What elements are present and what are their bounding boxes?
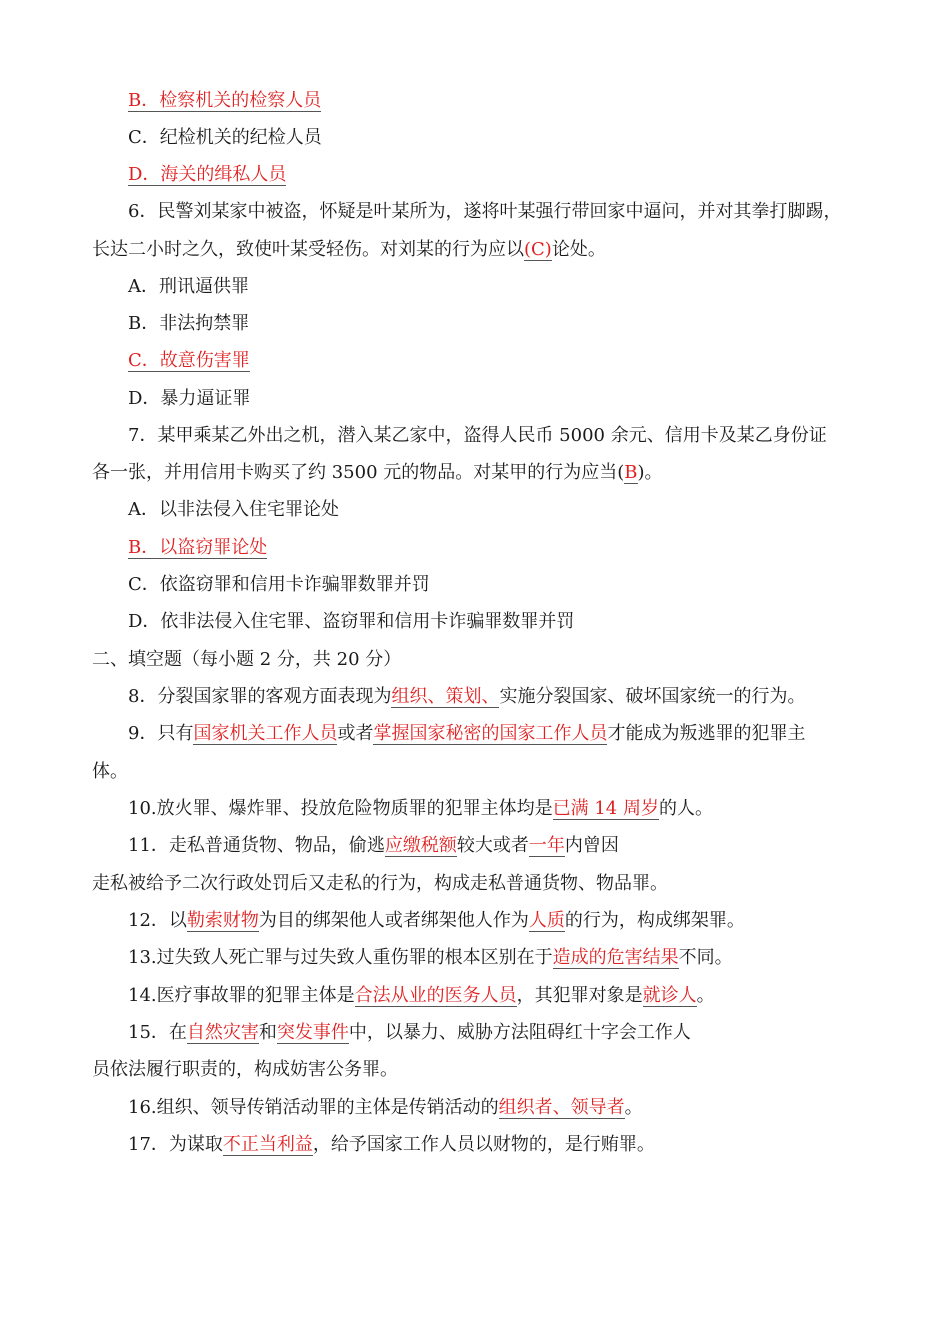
question-11-continued: 走私被给予二次行政处罚后又走私的行为，构成走私普通货物、物品罪。 (92, 873, 668, 894)
text-segment: 长达二小时之久，致使叶某受轻伤。对刘某的行为应以 (92, 239, 524, 260)
answer-blank: 自然灾害 (186, 1022, 259, 1043)
option-c: C．纪检机关的纪检人员 (128, 127, 322, 148)
answer-blank: 不正当利益 (222, 1134, 313, 1155)
text-segment: ，给予国家工作人员以财物的，是行贿罪。 (312, 1134, 655, 1155)
text-segment: 11．走私普通货物、物品，偷逃 (128, 835, 385, 856)
question-16 (128, 1095, 643, 1121)
option-b: B．非法拘禁罪 (128, 313, 250, 334)
question-6-text: 6．民警刘某家中被盗，怀疑是叶某所为，遂将叶某强行带回家中逼问，并对其拳打脚踢， (128, 201, 842, 222)
answer-blank: 造成的危害结果 (552, 947, 679, 968)
answer-blank: 就诊人 (642, 985, 697, 1006)
option-d: D．暴力逼证罪 (128, 388, 251, 409)
question-15 (128, 1020, 691, 1046)
option-c-correct: C．故意伤害罪 (128, 350, 250, 371)
text-segment: 不同。 (678, 947, 733, 968)
option-b-correct: B．检察机关的检察人员 (128, 90, 322, 111)
text-segment: 才能成为叛逃罪的犯罪主 (607, 723, 806, 744)
answer-blank: 应缴税额 (384, 835, 457, 856)
option-b-correct: B．以盗窃罪论处 (128, 537, 268, 558)
answer-blank: 一年 (528, 835, 565, 856)
answer-q6: (C) (524, 239, 552, 260)
question-9 (128, 721, 805, 747)
text-segment: 内曾因 (564, 835, 619, 856)
text-segment: 实施分裂国家、破坏国家统一的行为。 (499, 686, 806, 707)
answer-blank: 组织者、领导者 (498, 1097, 625, 1118)
question-13 (128, 945, 733, 971)
question-11 (128, 833, 619, 859)
answer-blank: 合法从业的医务人员 (354, 985, 517, 1006)
text-segment: 论处。 (551, 239, 606, 260)
question-12 (128, 908, 745, 934)
text-segment: 或者 (337, 723, 374, 744)
question-15-continued: 员依法履行职责的，构成妨害公务罪。 (92, 1059, 398, 1080)
option-d: D．依非法侵入住宅罪、盗窃罪和信用卡诈骗罪数罪并罚 (128, 611, 575, 632)
text-segment: 15．在 (128, 1022, 187, 1043)
answer-blank: 组织、策划、 (391, 686, 500, 707)
answer-blank: 勒索财物 (186, 910, 259, 931)
answer-blank: 已满 14 周岁 (552, 798, 659, 819)
text-segment: 17．为谋取 (128, 1134, 223, 1155)
text-segment: ，其犯罪对象是 (516, 985, 643, 1006)
answer-blank: 掌握国家秘密的国家工作人员 (373, 723, 608, 744)
text-segment: 8．分裂国家罪的客观方面表现为 (128, 686, 392, 707)
option-c: C．依盗窃罪和信用卡诈骗罪数罪并罚 (128, 574, 430, 595)
section-heading-fill-in: 二、填空题（每小题 2 分，共 20 分） (92, 649, 402, 670)
question-7-text: 7．某甲乘某乙外出之机，潜入某乙家中，盗得人民币 5000 余元、信用卡及某乙身份证 (128, 425, 827, 446)
question-6-continued (92, 237, 606, 263)
text-segment: 为目的绑架他人或者绑架他人作为 (258, 910, 529, 931)
option-a: A．以非法侵入住宅罪论处 (128, 499, 339, 520)
text-segment: 12．以 (128, 910, 187, 931)
question-14 (128, 983, 715, 1009)
text-segment: 。 (696, 985, 715, 1006)
text-segment: 较大或者 (456, 835, 529, 856)
answer-blank: 人质 (528, 910, 565, 931)
option-d-correct: D．海关的缉私人员 (128, 164, 287, 185)
text-segment: 和 (258, 1022, 277, 1043)
question-17 (128, 1132, 655, 1158)
answer-blank: 国家机关工作人员 (193, 723, 338, 744)
text-segment: 各一张，并用信用卡购买了约 3500 元的物品。对某甲的行为应当( (92, 462, 625, 483)
text-segment: 的行为，构成绑架罪。 (564, 910, 745, 931)
question-9-continued: 体。 (92, 761, 128, 782)
text-segment: 中，以暴力、威胁方法阻碍红十字会工作人 (348, 1022, 691, 1043)
text-segment: 10.放火罪、爆炸罪、投放危险物质罪的犯罪主体均是 (128, 798, 553, 819)
answer-q7: B (624, 462, 638, 483)
text-segment: 9．只有 (128, 723, 194, 744)
question-8 (128, 684, 805, 710)
text-segment: )。 (637, 462, 663, 483)
text-segment: 。 (624, 1097, 643, 1118)
answer-blank: 突发事件 (276, 1022, 349, 1043)
text-segment: 16.组织、领导传销活动罪的主体是传销活动的 (128, 1097, 499, 1118)
text-segment: 13.过失致人死亡罪与过失致人重伤罪的根本区别在于 (128, 947, 553, 968)
option-a: A．刑讯逼供罪 (128, 276, 249, 297)
text-segment: 的人。 (658, 798, 713, 819)
text-segment: 14.医疗事故罪的犯罪主体是 (128, 985, 355, 1006)
question-7-continued (92, 460, 663, 486)
question-10 (128, 796, 713, 822)
